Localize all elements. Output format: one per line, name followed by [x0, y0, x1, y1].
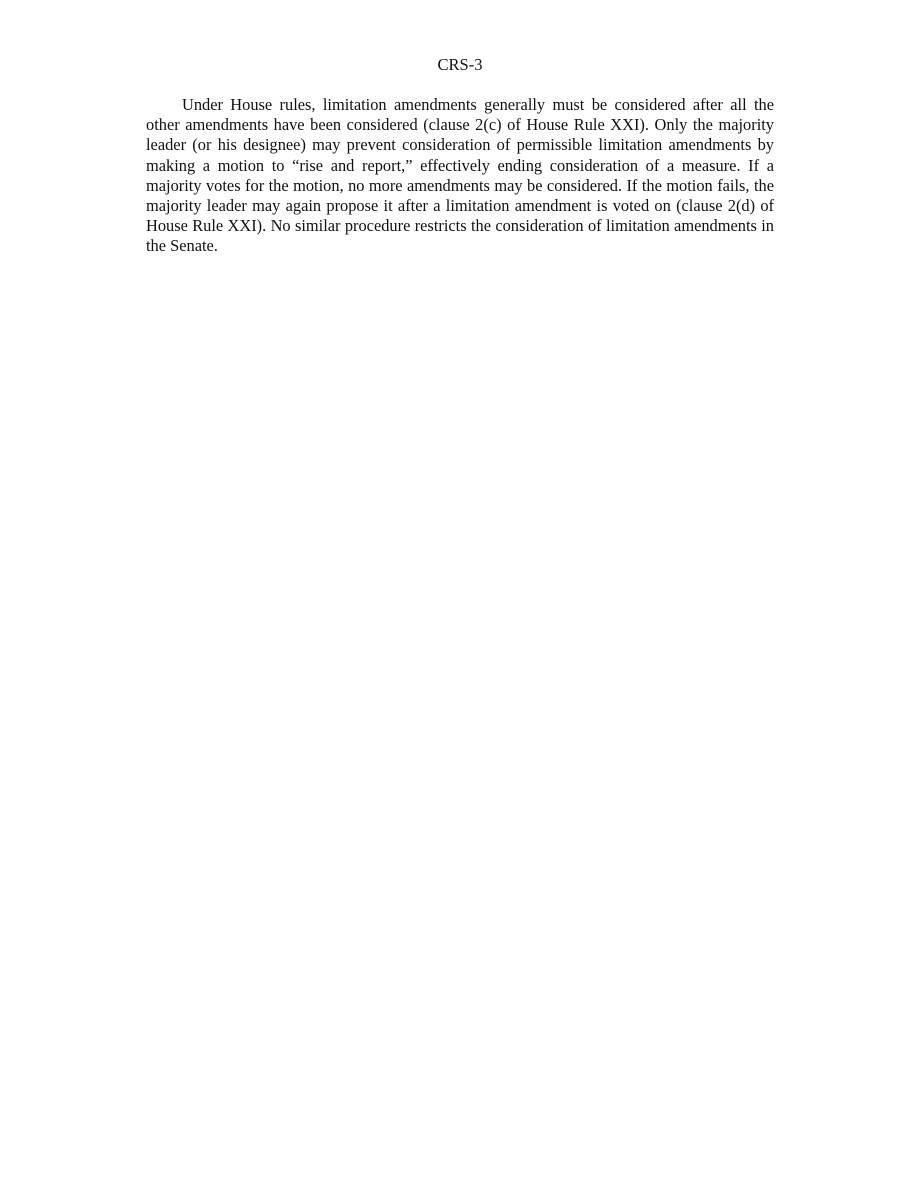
body-paragraph: Under House rules, limitation amendments generally must be considered after all the other amendments have been considered (clause 2(c) of House Rule XXI). Only the majority leader (or his designee) may prevent consideration of permissible limitation amendments by making a motion to “rise and report,” effectively ending consideration of a measure. If a majority votes for the motion, no more amendments may be considered. If the motion fails, the majority leader may again propose it after a limitation amendment is voted on (clause 2(d) of House Rule XXI). No similar procedure restricts the consideration of limitation amendments in the Senate. [146, 95, 774, 256]
page-number-header: CRS-3 [437, 55, 483, 74]
